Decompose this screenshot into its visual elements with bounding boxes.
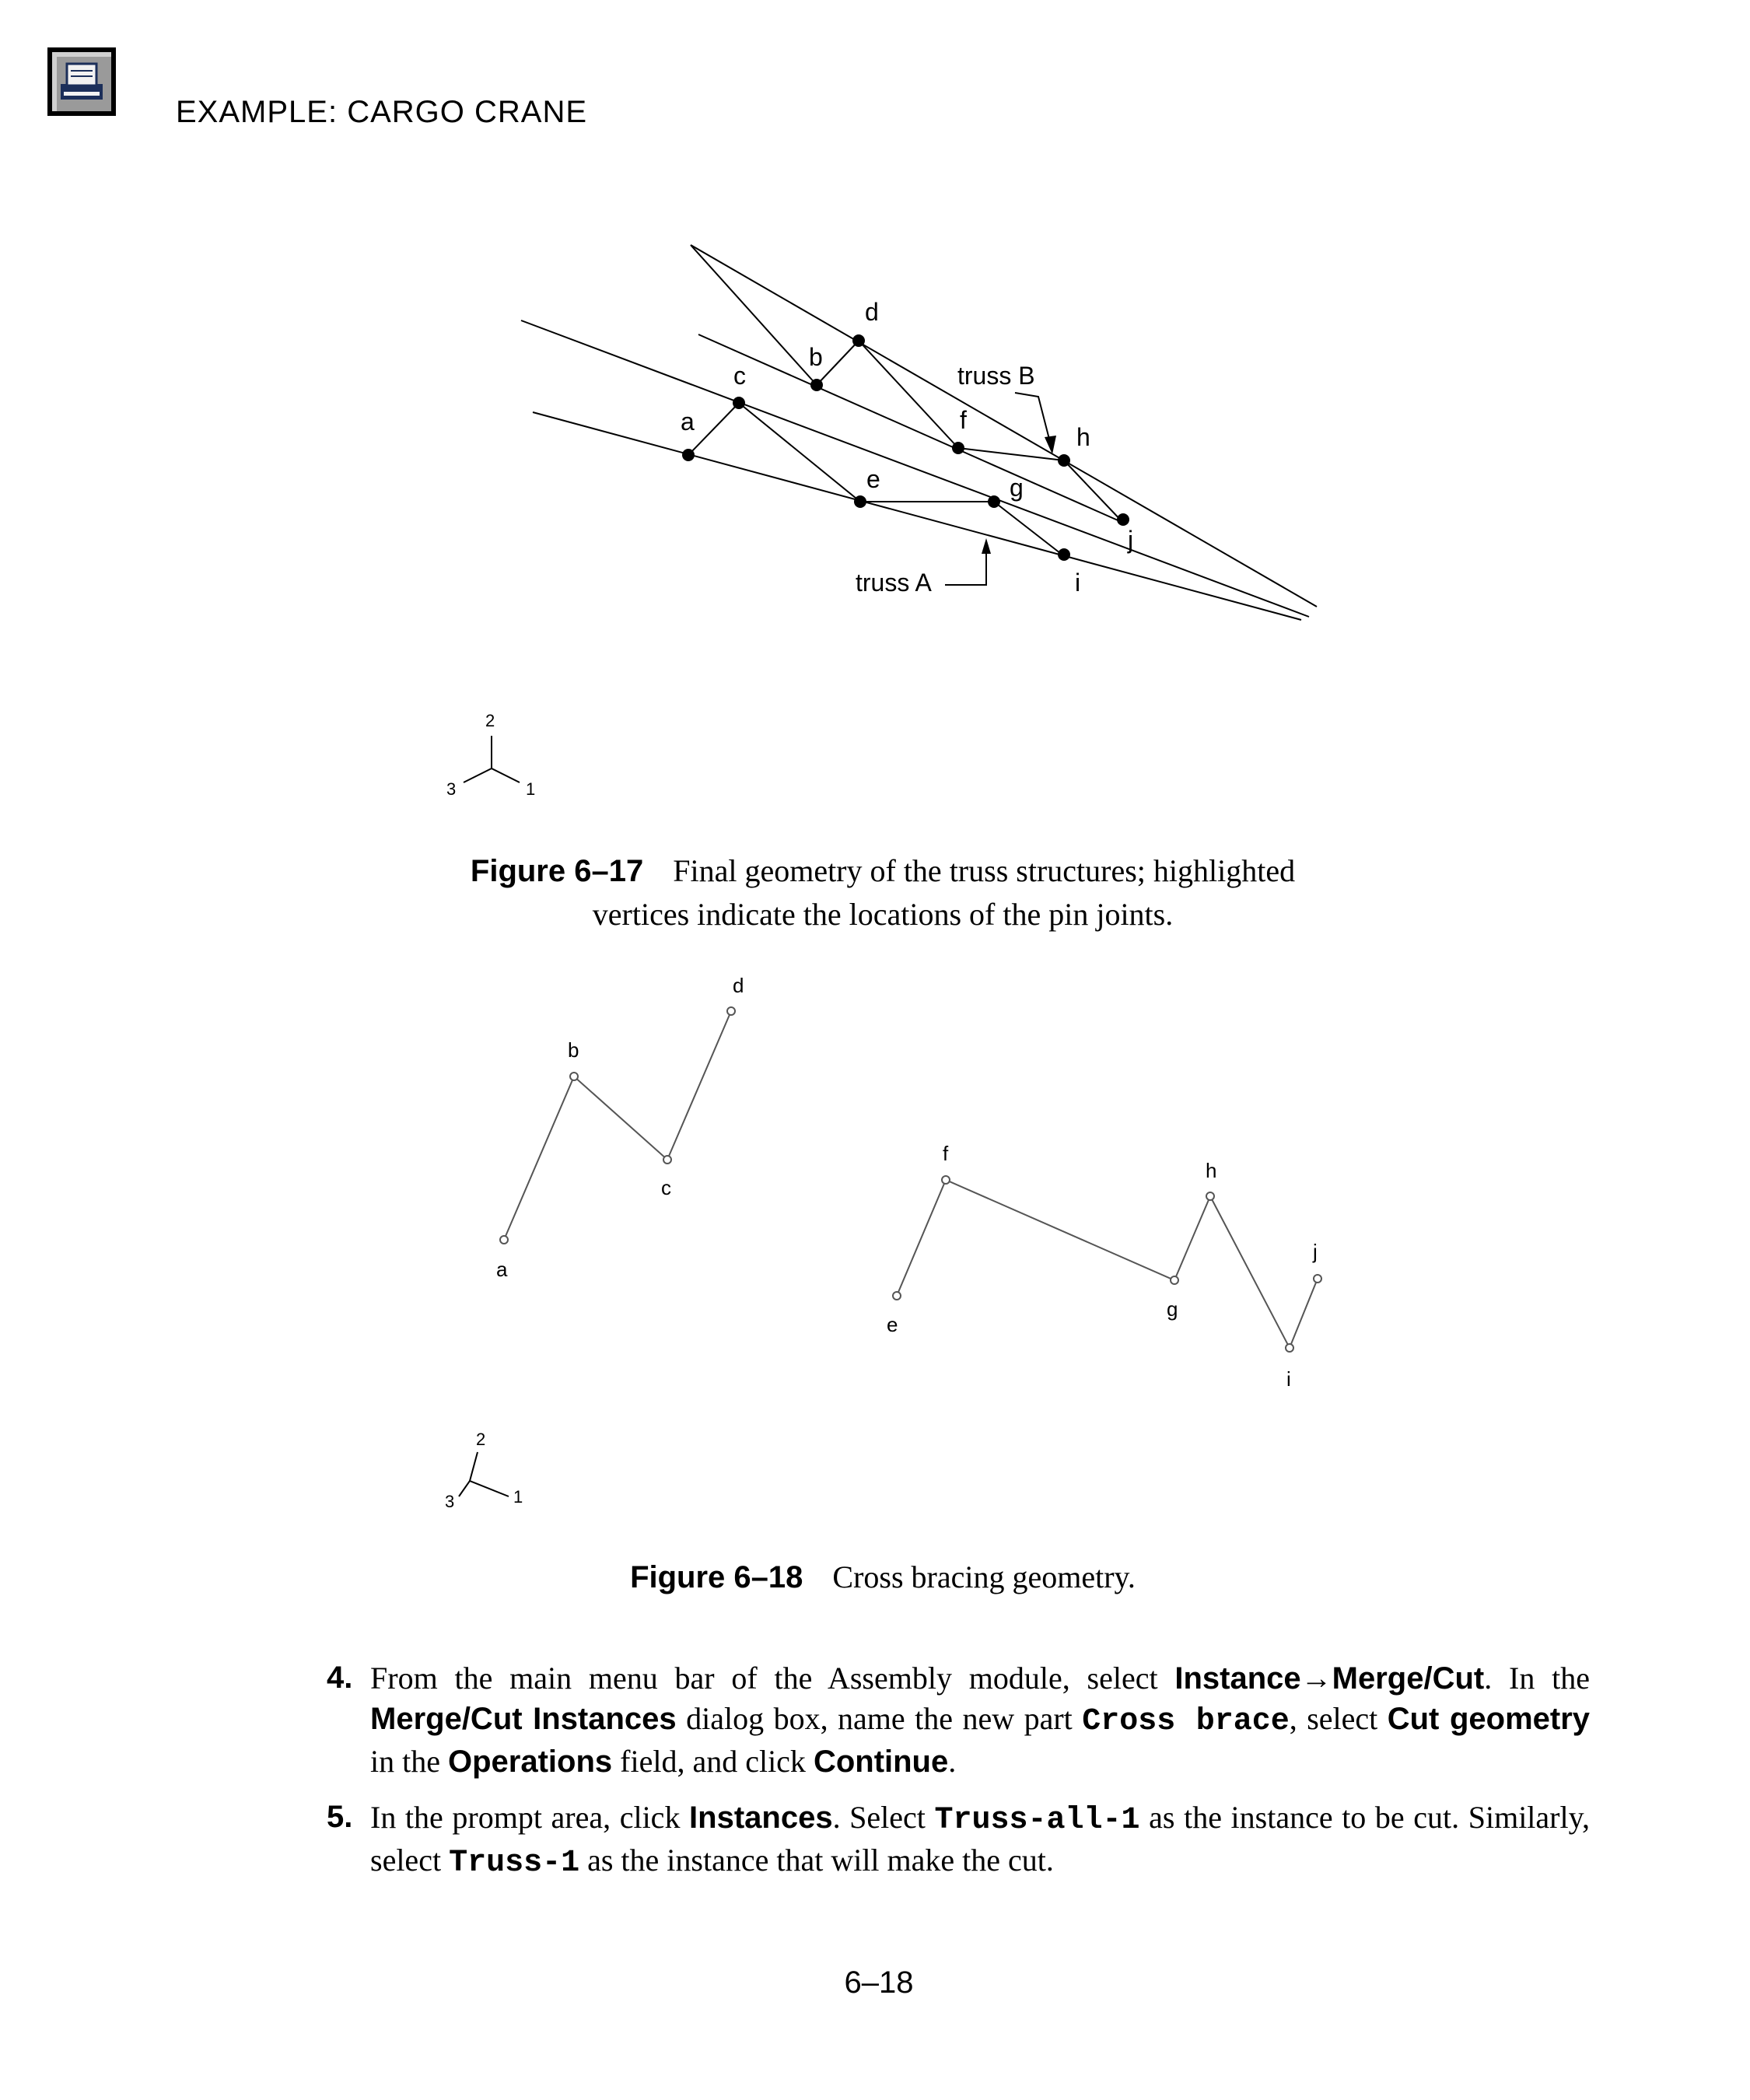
label-truss-a: truss A (856, 569, 932, 597)
label-h: h (1206, 1159, 1217, 1182)
step-text: dialog box, name the new part (676, 1701, 1083, 1736)
caption-text: Final geometry of the truss structures; highlighted (673, 853, 1296, 888)
label-a: a (681, 408, 695, 436)
step-text: field, and click (612, 1744, 814, 1779)
triad-axis-1: 1 (513, 1487, 523, 1507)
triad-axis-3: 3 (445, 1492, 455, 1511)
instance-name-truss-1: Truss-1 (449, 1846, 580, 1881)
step-text: as the instance that will make the cut. (579, 1843, 1054, 1878)
caption-text-2: vertices indicate the locations of the pin joints. (592, 897, 1174, 932)
step-text: In the prompt area, click (370, 1800, 690, 1835)
part-name-cross-brace: Cross brace (1082, 1704, 1290, 1739)
vertex-i (1286, 1344, 1293, 1352)
label-e: e (887, 1313, 898, 1336)
caption-label: Figure 6–17 (470, 854, 644, 888)
step-text: as the instance to be cut. Similarly, select (370, 1800, 1591, 1878)
label-truss-b: truss B (957, 362, 1035, 390)
vertex-d (727, 1007, 735, 1015)
vertex-h (1206, 1192, 1214, 1200)
label-a: a (496, 1258, 508, 1281)
label-c: c (733, 362, 746, 390)
vertex-a (500, 1236, 508, 1244)
label-f: f (943, 1142, 949, 1165)
field-name-operations: Operations (447, 1745, 613, 1779)
step-number: 5. (327, 1800, 353, 1834)
page-number: 6–18 (844, 1965, 914, 2000)
step-number: 4. (327, 1661, 353, 1695)
caption-label: Figure 6–18 (630, 1560, 803, 1594)
step-text: . Select (832, 1800, 935, 1835)
label-g: g (1167, 1297, 1178, 1321)
triad-axis-3: 3 (446, 779, 457, 799)
label-h: h (1076, 423, 1090, 451)
vertex-g (1171, 1276, 1178, 1284)
dialog-name-merge-cut-instances: Merge/Cut Instances (370, 1702, 677, 1736)
label-e: e (866, 465, 880, 493)
step-4 (327, 1658, 1590, 1782)
label-f: f (960, 406, 967, 434)
label-d: d (865, 298, 879, 326)
step-text: . In the (1484, 1661, 1590, 1696)
vertex-e (893, 1292, 901, 1300)
label-i: i (1075, 569, 1081, 597)
step-text: in the (370, 1744, 448, 1779)
procedure-steps (327, 1658, 1590, 1899)
triad-axis-1: 1 (526, 779, 536, 799)
step-5 (327, 1797, 1590, 1883)
vertex-c (663, 1156, 671, 1164)
menu-path-instance-merge-cut: Instance→Merge/Cut (1174, 1661, 1485, 1696)
caption-text: Cross bracing geometry. (832, 1559, 1136, 1594)
vertex-b (570, 1073, 578, 1080)
vertex-j (1314, 1275, 1321, 1283)
vertex-f (942, 1176, 950, 1184)
step-text: , select (1289, 1701, 1388, 1736)
step-text: . (948, 1744, 957, 1779)
label-i: i (1286, 1367, 1291, 1391)
label-b: b (568, 1038, 579, 1062)
prompt-button-instances: Instances (689, 1801, 833, 1835)
running-head: EXAMPLE: CARGO CRANE (176, 95, 588, 129)
triad-axis-2: 2 (476, 1430, 486, 1449)
triad-axis-2: 2 (485, 711, 495, 730)
button-name-continue: Continue (813, 1745, 949, 1779)
option-cut-geometry: Cut geometry (1387, 1702, 1591, 1736)
instance-name-truss-all-1: Truss-all-1 (934, 1803, 1140, 1838)
label-g: g (1010, 474, 1024, 502)
figure-6-18-caption (544, 1556, 1221, 1599)
step-text: From the main menu bar of the Assembly module, select (370, 1661, 1175, 1696)
label-b: b (809, 343, 823, 371)
label-c: c (661, 1176, 671, 1199)
label-j: j (1313, 1240, 1318, 1263)
label-d: d (733, 974, 744, 997)
label-j: j (1128, 526, 1134, 554)
